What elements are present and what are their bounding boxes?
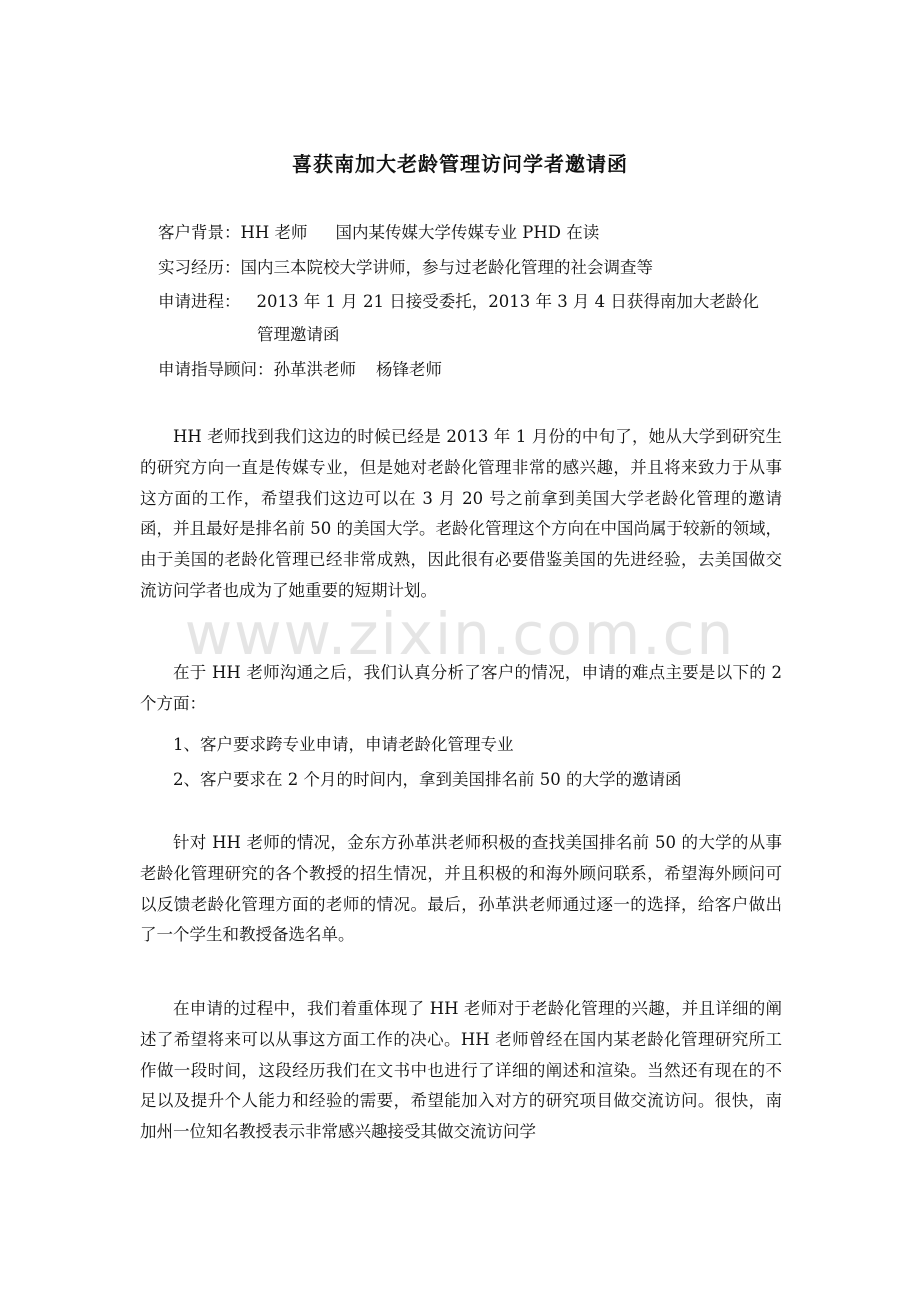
difficulty-item-2: 2、客户要求在 2 个月的时间内，拿到美国排名前 50 的大学的邀请函 bbox=[173, 770, 682, 789]
client-background-label: 客户背景： bbox=[158, 223, 241, 242]
application-progress-value: 2013 年 1 月 21 日接受委托，2013 年 3 月 4 日获得南加大老龄化 bbox=[256, 292, 759, 311]
client-background-name: HH 老师 bbox=[240, 223, 308, 242]
client-background-line bbox=[158, 219, 599, 243]
application-progress-label: 申请进程： bbox=[158, 292, 241, 311]
client-background-detail: 国内某传媒大学传媒专业 PHD 在读 bbox=[335, 223, 600, 242]
internship-line bbox=[158, 254, 653, 278]
difficulty-item-1: 1、客户要求跨专业申请，申请老龄化管理专业 bbox=[173, 735, 514, 754]
document-title: 喜获南加大老龄管理访问学者邀请函 bbox=[292, 152, 628, 176]
paragraph-advisor-search: 针对 HH 老师的情况，金东方孙革洪老师积极的查找美国排名前 50 的大学的从事老龄化管理研究的各个教授的招生情况，并且积极的和海外顾问联系，希望海外顾问可以反馈老龄化管理方面的老师的情况。最后，孙革洪老师通过逐一的选择，给客户做出了一个学生和教授备选名单。 bbox=[140, 833, 782, 945]
advisor-line bbox=[158, 356, 442, 380]
internship-label: 实习经历： bbox=[158, 258, 241, 277]
paragraph-difficulty-analysis: 在于 HH 老师沟通之后，我们认真分析了客户的情况，申请的难点主要是以下的 2 个方面： bbox=[140, 663, 782, 713]
site-watermark: www.zixin.com.cn bbox=[184, 600, 736, 668]
application-progress-line bbox=[158, 288, 759, 312]
internship-value: 国内三本院校大学讲师，参与过老龄化管理的社会调查等 bbox=[240, 258, 653, 277]
paragraph-application-process: 在申请的过程中，我们着重体现了 HH 老师对于老龄化管理的兴趣，并且详细的阐述了希望将来可以从事这方面工作的决心。HH 老师曾经在国内某老龄化管理研究所工作做一段时间，这段经历我们在文书中也进行了详细的阐述和渲染。当然还有现在的不足以及提升个人能力和经验的需要，希望能加入对方的研究项目做交流访问。很快，南加州一位知名教授表示非常感兴趣接受其做交流访问学 bbox=[140, 999, 782, 1142]
advisor-name-2: 杨锋老师 bbox=[376, 360, 442, 379]
application-progress-continued: 管理邀请函 bbox=[257, 325, 340, 344]
advisor-name-1: 孙革洪老师 bbox=[273, 360, 356, 379]
paragraph-client-request: HH 老师找到我们这边的时候已经是 2013 年 1 月份的中旬了，她从大学到研究生的研究方向一直是传媒专业，但是她对老龄化管理非常的感兴趣，并且将来致力于从事这方面的工作，希望我们这边可以在 3 月 20 号之前拿到美国大学老龄化管理的邀请函，并且最好是排名前 50 的美国大学。老龄化管理这个方向在中国尚属于较新的领域，由于美国的老龄化管理已经非常成熟，因此很有必要借鉴美国的先进经验，去美国做交流访问学者也成为了她重要的短期计划。 bbox=[140, 427, 782, 600]
advisor-label: 申请指导顾问： bbox=[158, 360, 274, 379]
